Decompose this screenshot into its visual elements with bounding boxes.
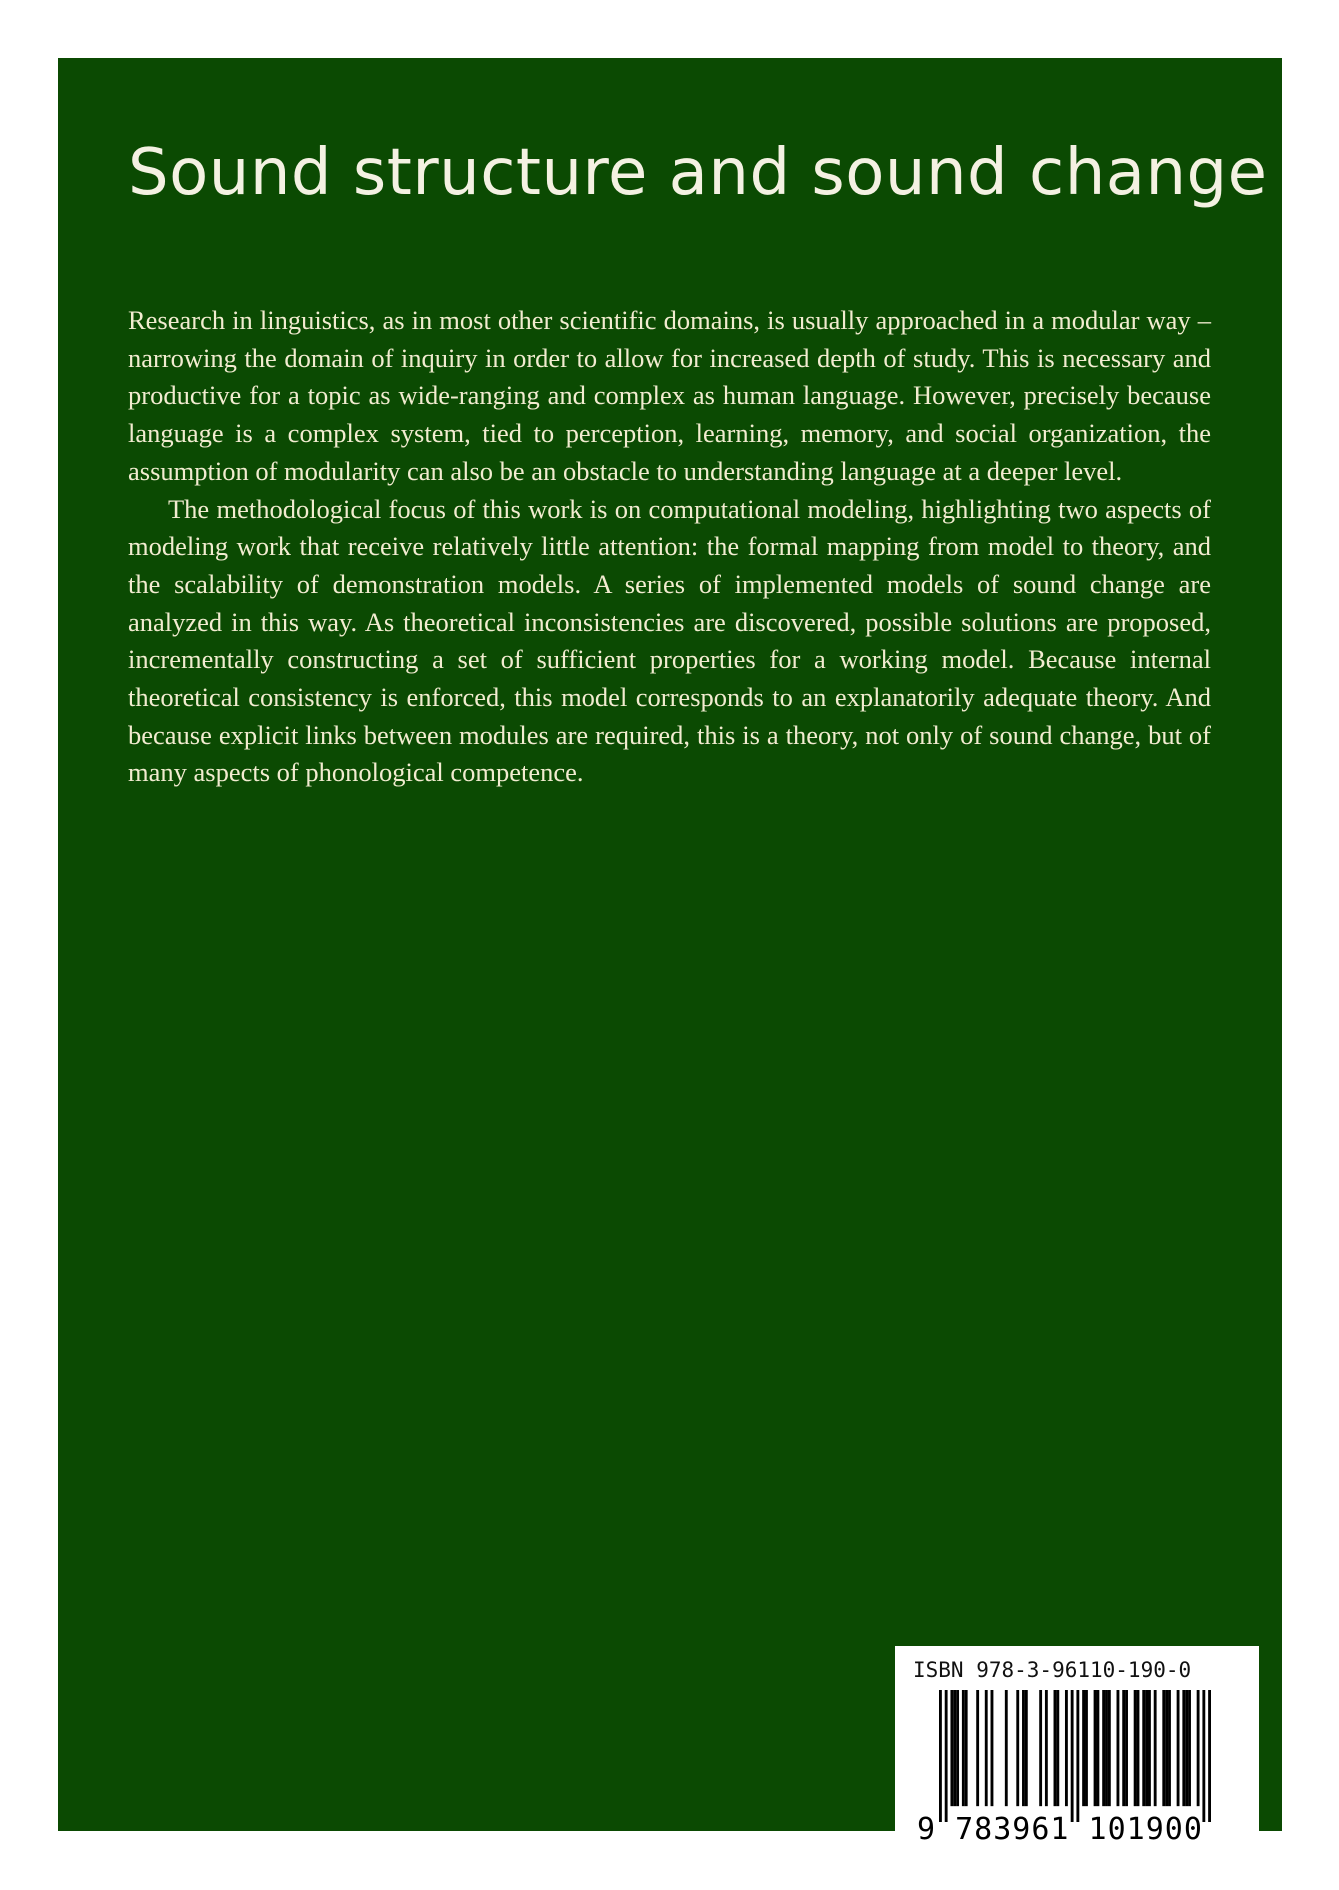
barcode-bar — [1177, 1690, 1180, 1806]
barcode-bar — [953, 1690, 956, 1806]
blurb-paragraph-2: The methodological focus of this work is on computational modeling, highlighting two aspects of modeling work that receive relatively little attention: the formal mapping from model to theory, and the scalability of demonstration models. A series of implemented models of sound change are analyzed in this way. As theoretical inconsistencies are discovered, possible solutions are proposed, incrementally constructing a set of sufficient properties for a working model. Because internal theoretical consistency is enforced, this model corresponds to an explanatorily adequate theory. And because explicit links between modules are required, this is a theory, not only of sound change, but of many aspects of phonological competence. — [128, 493, 1211, 788]
barcode-bar — [1137, 1690, 1140, 1806]
barcode-bar — [1142, 1690, 1145, 1806]
back-cover — [58, 58, 1282, 1847]
barcode-bar — [1165, 1690, 1168, 1806]
barcode-bar — [939, 1690, 942, 1822]
barcode-bar — [1208, 1690, 1211, 1822]
isbn-label: ISBN 978-3-96110-190-0 — [913, 1658, 1192, 1682]
barcode-bar — [1125, 1690, 1128, 1806]
barcode-bar — [950, 1690, 953, 1806]
barcode-bar — [965, 1690, 968, 1806]
barcode-bar — [1094, 1690, 1097, 1806]
barcode-bar — [1016, 1690, 1019, 1806]
blurb-paragraph-1: Research in linguistics, as in most other scientific domains, is usually approached in a modular way – narrowing the domain of inquiry in order to allow for increased depth of study. This is necessary and productive for a topic as wide-ranging and complex as human language. However, precisely because language is a complex system, tied to perception, learning, memory, and social organization, the assumption of modularity can also be an obstacle to understanding language at a deeper level. — [128, 305, 1211, 486]
barcode-bar — [1117, 1690, 1120, 1806]
barcode-bar — [991, 1690, 994, 1806]
barcode-bar — [985, 1690, 988, 1806]
barcode-bar — [1108, 1690, 1111, 1806]
barcode-bar — [1025, 1690, 1028, 1806]
barcode-bar — [1045, 1690, 1048, 1806]
barcode-bar — [1071, 1690, 1074, 1822]
barcode-bar — [1188, 1690, 1191, 1806]
barcode-bar — [1182, 1690, 1185, 1806]
barcode-bar — [1085, 1690, 1088, 1806]
barcode-bar — [1122, 1690, 1125, 1806]
barcode-bar — [1162, 1690, 1165, 1806]
barcode-bar — [1096, 1690, 1099, 1806]
book-title: Sound structure and sound change — [128, 136, 1268, 210]
barcode-bar — [956, 1690, 959, 1806]
barcode-bar — [1082, 1690, 1085, 1806]
barcode-bar — [1202, 1690, 1205, 1822]
barcode-bar — [976, 1690, 979, 1806]
barcode-bar — [1005, 1690, 1008, 1806]
barcode-bar — [945, 1690, 948, 1822]
barcode-bar — [1185, 1690, 1188, 1806]
barcode-bar — [1145, 1690, 1148, 1806]
barcode-bar — [1056, 1690, 1059, 1806]
blurb — [128, 302, 1211, 792]
barcode-bar — [1197, 1690, 1200, 1806]
barcode-bar — [1134, 1690, 1137, 1806]
barcode-bar — [962, 1690, 965, 1806]
barcode-bar — [1105, 1690, 1108, 1806]
barcode-bar — [1168, 1690, 1171, 1806]
barcode — [939, 1690, 1211, 1822]
barcode-bar — [1039, 1690, 1042, 1806]
isbn-barcode-block — [895, 1646, 1259, 1864]
barcode-bar — [1148, 1690, 1151, 1806]
barcode-bar — [1076, 1690, 1079, 1822]
barcode-bar — [1102, 1690, 1105, 1806]
barcode-bar — [1054, 1690, 1057, 1806]
barcode-bar — [1154, 1690, 1157, 1806]
barcode-bar — [1065, 1690, 1068, 1806]
barcode-bar — [1022, 1690, 1025, 1806]
barcode-digits: 9 783961 101900 — [917, 1812, 1203, 1847]
